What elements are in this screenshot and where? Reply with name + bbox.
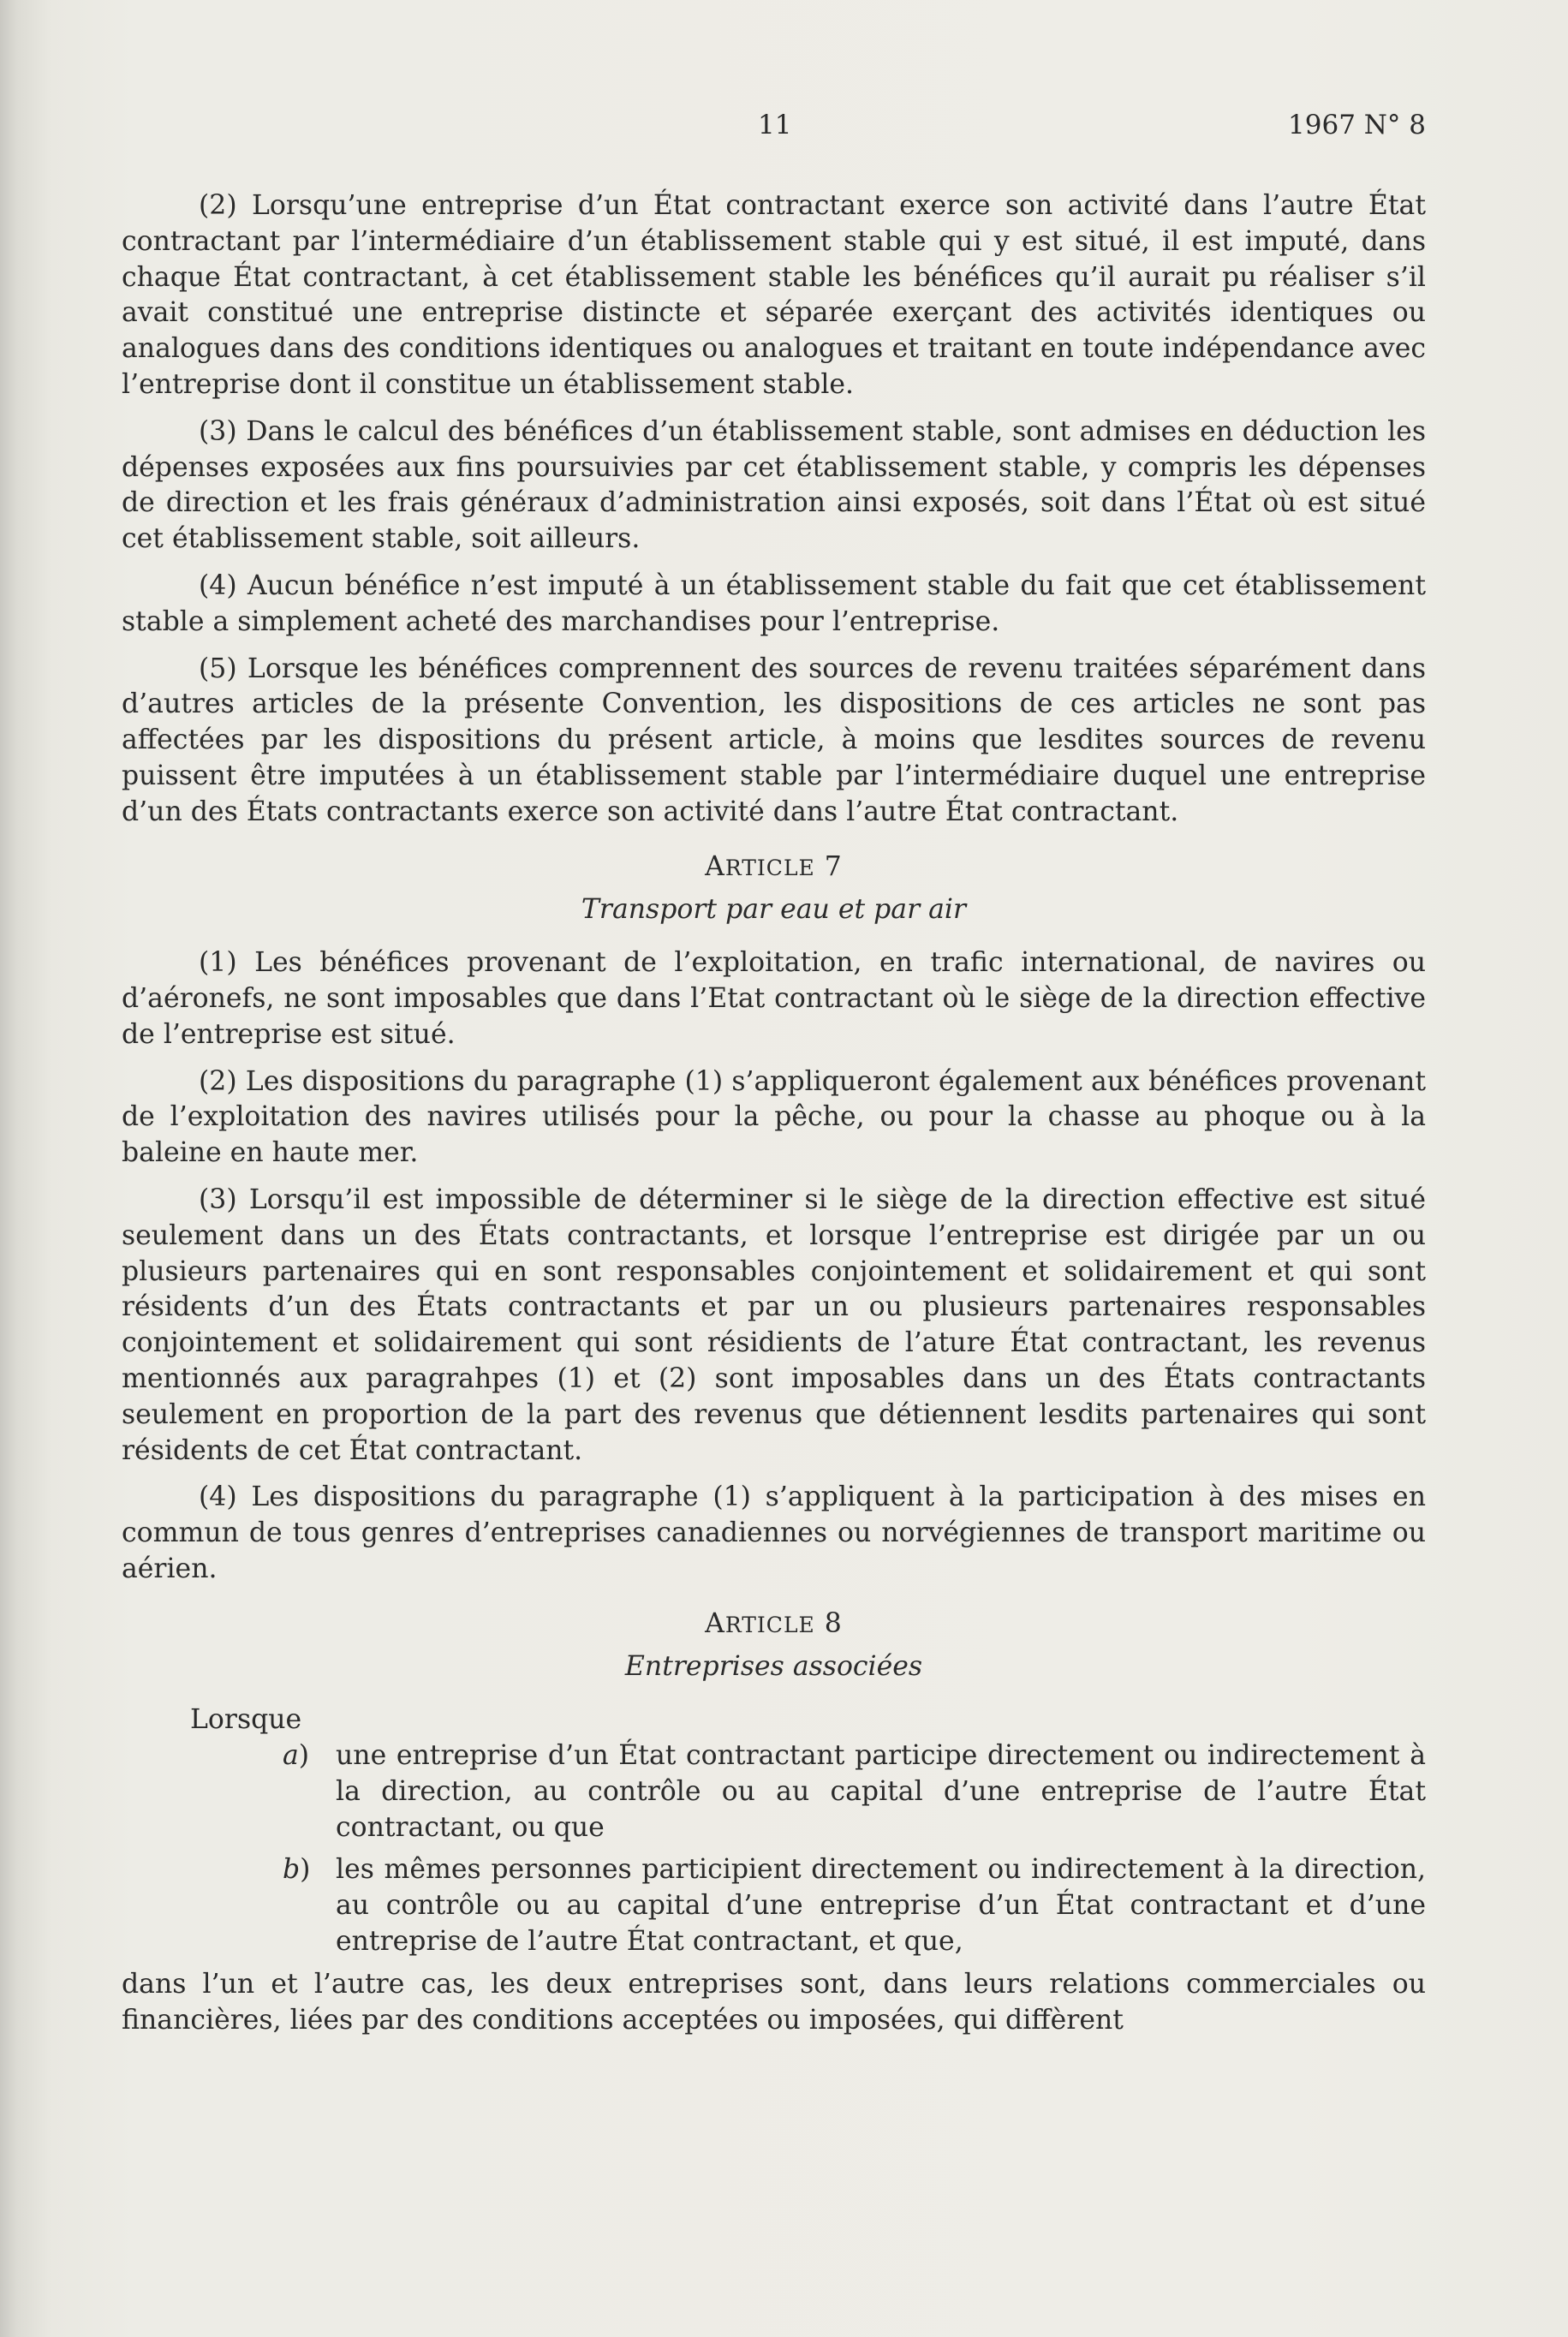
running-head: 1967 N° 8 [1288,110,1426,140]
item-a-label: a) [283,1740,310,1772]
item-a-text: une entreprise d’un État contractant participe directement ou indirectement à la direction, au contrôle ou au capital d’une entreprise de l’autre État contractant, ou que [336,1740,1426,1843]
article-8-title: Entreprises associées [624,1651,923,1683]
paragraph-3-article-6: (3) Dans le calcul des bénéfices d’un établissement stable, sont admises en déduction les dépenses exposées aux fins poursuivies par cet établissement stable, y compris les dépenses de direction et les frais généraux d’administration ainsi exposés, soit dans l’État où est situé cet établissement stable, soit ailleurs. [122,415,1426,555]
paragraph-1-article-7: (1) Les bénéfices provenant de l’exploitation, en trafic international, de navires ou d’aéronefs, ne sont imposables que dans l’Etat contractant où le siège de la direction effective de l’entreprise est situé. [122,947,1426,1050]
article-8-heading-number: 8 [814,1607,843,1639]
article-8-item-a [122,1738,1426,1845]
article-8-heading [122,1607,1426,1643]
article-8-item-b [122,1852,1426,1959]
paragraph-3-article-7: (3) Lorsqu’il est impossible de déterminer si le siège de la direction effective est situé seulement dans un des États contractants, et lorsque l’entreprise est dirigée par un ou plusieurs partenaires qui en sont responsables conjointement et solidairement et qui sont résidents d’un des États contractants et par un ou plusieurs partenaires responsables conjointement et solidairement qui sont résidients de l’ature État contractant, les revenus mentionnés aux paragrahpes (1) et (2) sont imposables dans un des États contractants seulement en proportion de la part des revenus que détiennent lesdits partenaires qui sont résidents de cet État contractant. [122,1183,1426,1466]
page-header [188,110,1426,147]
article-8-continuation: dans l’un et l’autre cas, les deux entreprises sont, dans leurs relations commerciales ou financières, liées par des conditions acceptées ou imposées, qui diffèrent [122,1968,1426,2036]
page-number: 11 [758,110,792,140]
article-7-heading [122,850,1426,886]
article-8-heading-word: RTICLE [724,1612,815,1637]
article-7-title: Transport par eau et par air [581,894,967,926]
item-b-label: b) [283,1854,311,1886]
paragraph-5-article-6: (5) Lorsque les bénéfices comprennent des sources de revenu traitées séparément dans d’autres articles de la présente Convention, les dispositions de ces articles ne sont pas affectées par les dispositions du présent article, à moins que lesdites sources de revenu puissent être imputées à un établissement stable par l’intermédiaire duquel une entreprise d’un des États contractants exerce son activité dans l’autre État contractant. [122,653,1426,827]
article-7-heading-number: 7 [814,850,843,882]
page-content [122,188,1426,2038]
paragraph-2-article-6: (2) Lorsqu’une entreprise d’un État contractant exerce son activité dans l’autre État contractant par l’intermédiaire d’un établissement stable qui y est situé, il est imputé, dans chaque État contractant, à cet établissement stable les bénéfices qu’il aurait pu réaliser s’il avait constitué une entreprise distincte et séparée exerçant des activités identiques ou analogues dans des conditions identiques ou analogues et traitant en toute indépendance avec l’entreprise dont il constitue un établissement stable. [122,190,1426,400]
article-8-heading-initial: A [705,1607,725,1639]
item-b-text: les mêmes personnes participient directement ou indirectement à la direction, au contrôle ou au capital d’une entreprise d’un État contractant et d’une entreprise de l’autre État contractant, et que, [336,1854,1426,1958]
paragraph-2-article-7: (2) Les dispositions du paragraphe (1) s’appliqueront également aux bénéfices provenant de l’exploitation des navires utilisés pour la pêche, ou pour la chasse au phoque ou à la baleine en haute mer. [122,1065,1426,1169]
article-8-intro: Lorsque [190,1704,302,1736]
paragraph-4-article-6: (4) Aucun bénéfice n’est imputé à un établissement stable du fait que cet établissement stable a simplement acheté des marchandises pour l’entreprise. [122,569,1426,637]
paragraph-4-article-7: (4) Les dispositions du paragraphe (1) s’appliquent à la participation à des mises en commun de tous genres d’entreprises canadiennes ou norvégiennes de transport maritime ou aérien. [122,1481,1426,1584]
article-7-heading-initial: A [705,850,725,882]
article-7-heading-word: RTICLE [724,855,815,880]
